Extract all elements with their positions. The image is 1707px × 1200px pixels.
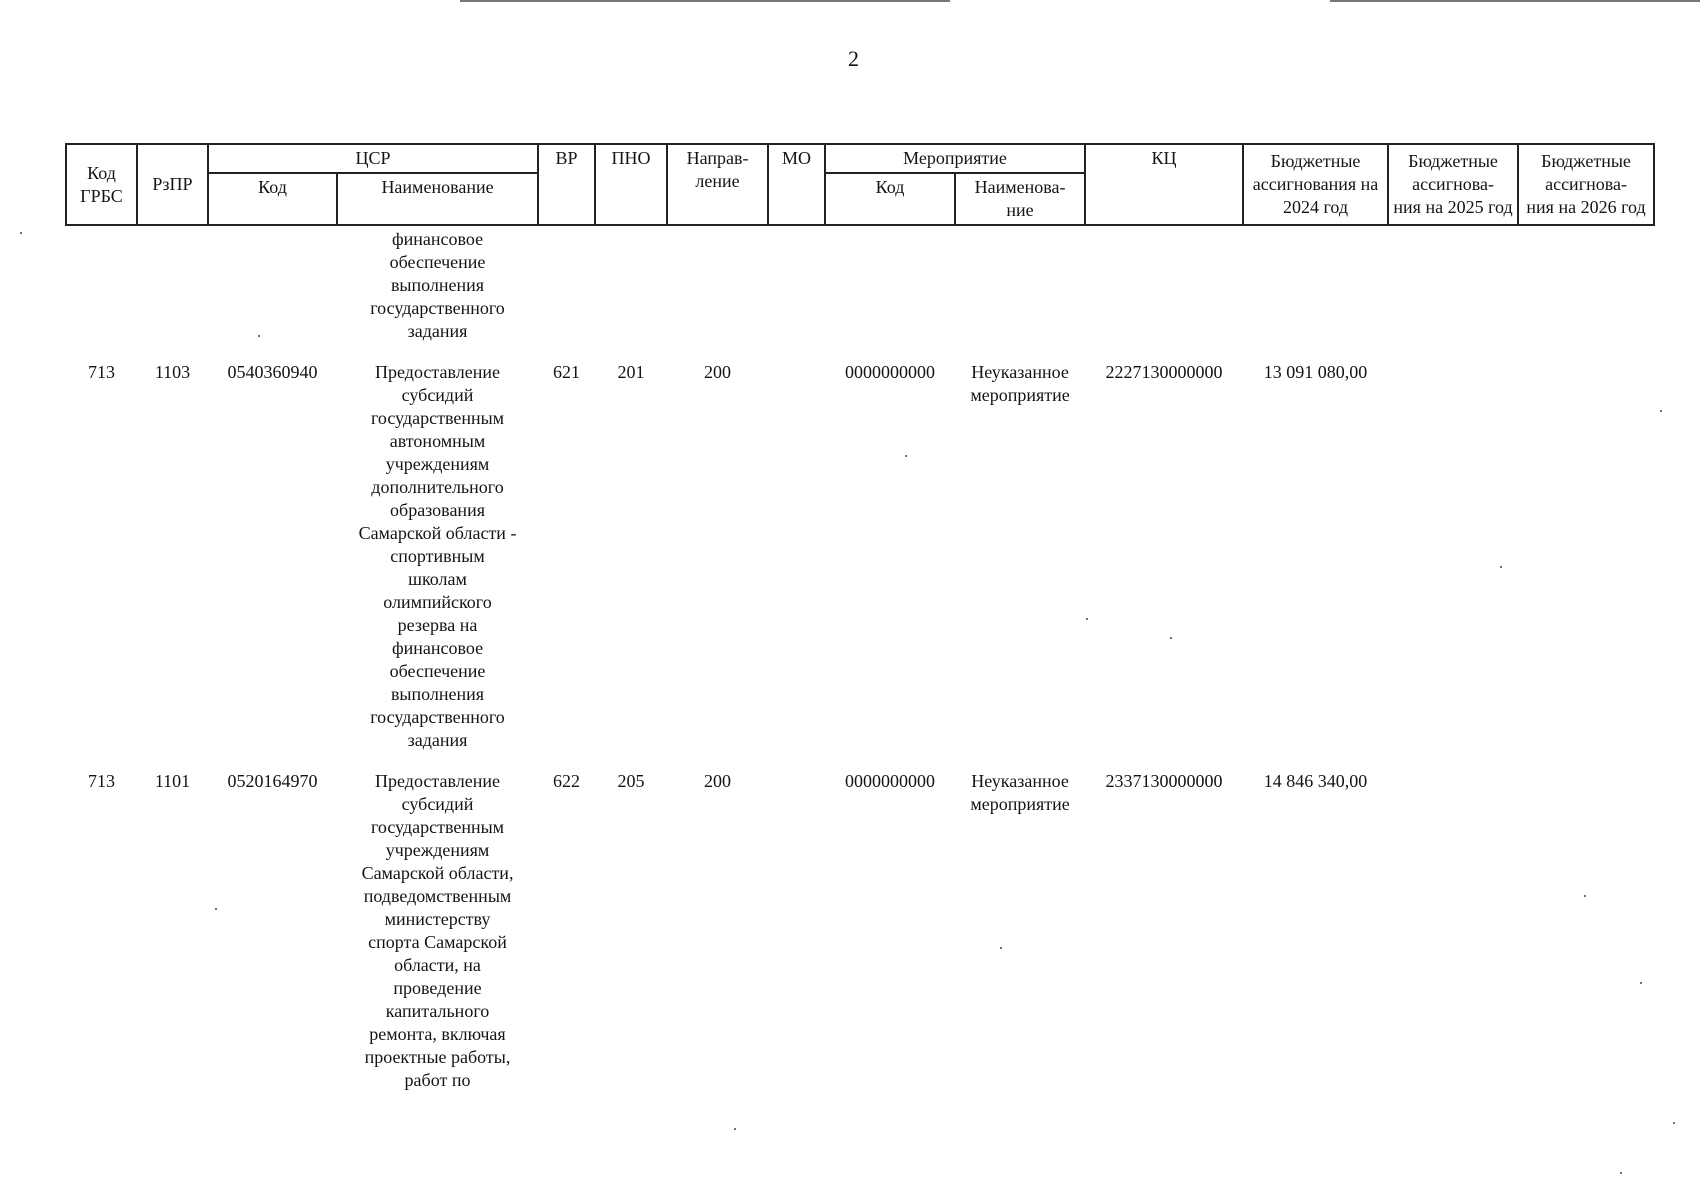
cell-kod-grbs: 713 — [88, 362, 115, 382]
cell-mo — [768, 355, 825, 764]
table-header — [66, 144, 1654, 225]
scan-speck — [1673, 1122, 1675, 1124]
cell-kc: 2227130000000 — [1105, 362, 1223, 382]
cell-mer-kod: 0000000000 — [845, 771, 936, 791]
header-ba-2024: Бюджетные ассигнования на 2024 год — [1243, 144, 1388, 225]
scan-speck — [1660, 410, 1662, 412]
scan-speck — [1170, 637, 1172, 639]
header-vr: ВР — [538, 144, 595, 225]
cell-rzpr: 1101 — [154, 771, 191, 791]
header-mo: МО — [768, 144, 825, 225]
cell-rzpr: 1103 — [154, 362, 191, 382]
cell-mo — [768, 764, 825, 1104]
cell-pno: 205 — [617, 771, 645, 791]
scan-edge-line — [1330, 0, 1700, 2]
header-kod-grbs: Код ГРБС — [66, 144, 137, 225]
header-mer-name: Наименова- ние — [955, 173, 1085, 225]
table-row — [66, 764, 1654, 1104]
continued-name-cell: финансовое обеспечение выполнения государственного задания — [370, 229, 505, 341]
header-mer-kod: Код — [825, 173, 955, 225]
scan-speck — [258, 335, 260, 337]
table-body — [66, 225, 1654, 1104]
cell-ba-2026 — [1518, 764, 1654, 1104]
cell-csr-kod: 0540360940 — [227, 362, 318, 382]
page-number: 2 — [848, 46, 859, 71]
header-ba-2026: Бюджетные ассигнова- ния на 2026 год — [1518, 144, 1654, 225]
scan-speck — [1620, 1172, 1622, 1174]
header-csr-kod: Код — [208, 173, 337, 225]
header-csr-name: Наименование — [337, 173, 538, 225]
scan-speck — [215, 908, 217, 910]
scan-speck — [1000, 947, 1002, 949]
scan-edge-line — [460, 0, 950, 2]
cell-napravlenie: 200 — [704, 362, 732, 382]
scan-speck — [1584, 895, 1586, 897]
cell-ba-2024: 13 091 080,00 — [1263, 362, 1368, 382]
header-rzpr: РзПР — [137, 144, 208, 225]
cell-vr: 621 — [553, 362, 581, 382]
scan-speck — [905, 455, 907, 457]
header-meropriyatie: Мероприятие — [825, 144, 1085, 173]
cell-csr-kod: 0520164970 — [227, 771, 318, 791]
cell-ba-2026 — [1518, 355, 1654, 764]
cell-mer-kod: 0000000000 — [845, 362, 936, 382]
budget-table — [65, 143, 1655, 1104]
cell-kc: 2337130000000 — [1105, 771, 1223, 791]
scan-speck — [734, 1128, 736, 1130]
scan-speck — [1086, 618, 1088, 620]
header-pno: ПНО — [595, 144, 667, 225]
scan-speck — [1500, 566, 1502, 568]
cell-mer-name: Неуказанное мероприятие — [970, 771, 1070, 814]
cell-name: Предоставление субсидий государственным учреждениям Самарской области, подведомственным министерству спорта Самарской области, на проведение капитального ремонта, включая проектные работы, работ по — [361, 771, 514, 1090]
header-csr: ЦСР — [208, 144, 538, 173]
header-napravlenie: Направ- ление — [667, 144, 768, 225]
scan-speck — [20, 232, 22, 234]
cell-mer-name: Неуказанное мероприятие — [970, 362, 1070, 405]
table-row-continued — [66, 225, 1654, 355]
cell-pno: 201 — [617, 362, 645, 382]
scan-speck — [1640, 982, 1642, 984]
cell-ba-2025 — [1388, 764, 1518, 1104]
cell-napravlenie: 200 — [704, 771, 732, 791]
cell-kod-grbs: 713 — [88, 771, 115, 791]
cell-ba-2024: 14 846 340,00 — [1263, 771, 1368, 791]
cell-vr: 622 — [553, 771, 581, 791]
cell-name: Предоставление субсидий государственным автономным учреждениям дополнительного образования Самарской области - спортивным школам олимпийского резерва на финансовое обеспечение выполнения государственного задания — [358, 362, 517, 750]
table-row — [66, 355, 1654, 764]
header-kc: КЦ — [1085, 144, 1243, 225]
cell-ba-2025 — [1388, 355, 1518, 764]
header-ba-2025: Бюджетные ассигнова- ния на 2025 год — [1388, 144, 1518, 225]
